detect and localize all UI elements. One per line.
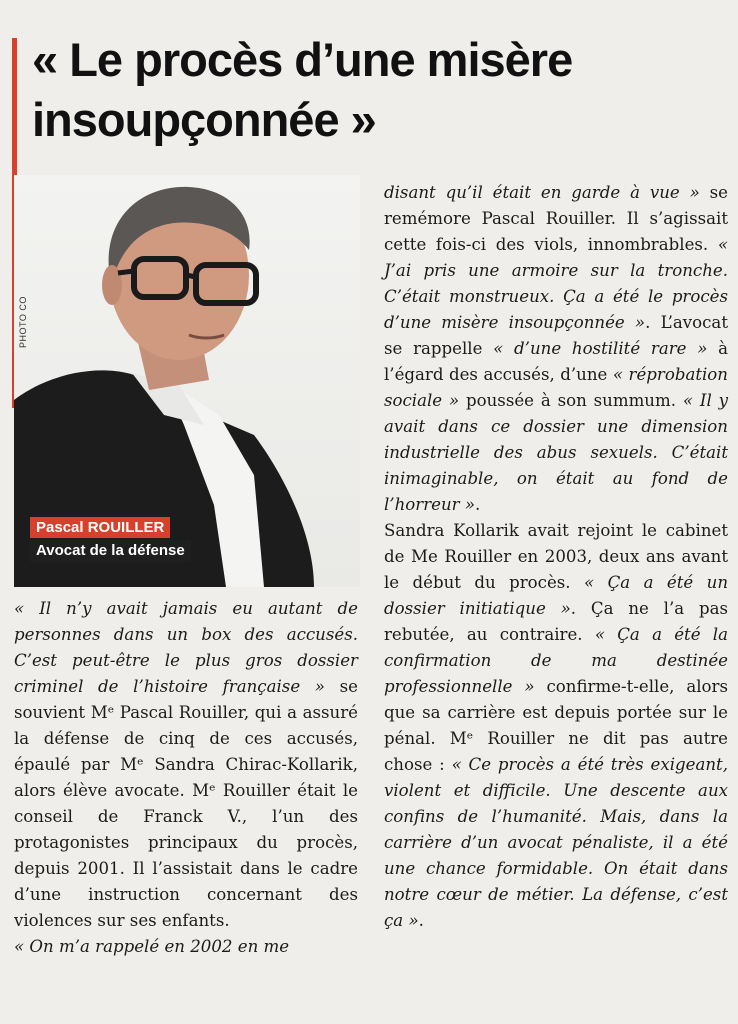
quote-run: disant qu’il était en garde à vue » <box>384 183 700 202</box>
paragraph <box>384 518 728 934</box>
article-column-left <box>14 596 358 960</box>
paragraph <box>384 180 728 518</box>
text-run: se remémore Pascal Rouiller. Il s’agissait cette fois-ci des viols, innombrables. <box>384 183 728 254</box>
photo-credit: PHOTO CO <box>18 296 28 348</box>
quote-run: « Ce procès a été très exigeant, violent et difficile. Une descente aux confins de l’humanité. Mais, dans la carrière d’un avocat pénaliste, il a été une chance formidable. On était dans notre cœur de métier. La défense, c’est ça » <box>384 755 728 930</box>
text-run: à l’égard des accusés, d’une <box>384 339 729 384</box>
caption-first-name: Pascal <box>36 519 84 536</box>
text-run: Sandra Kollarik avait rejoint le cabinet de Me Rouiller en 2003, deux ans avant le début du procès. <box>384 521 728 592</box>
text-run: . Ça ne l’a pas rebutée, au contraire. <box>384 599 728 644</box>
text-run: poussée à son summum. <box>459 391 683 410</box>
text-run: . <box>475 495 481 514</box>
quote-run: « d’une hostilité rare » <box>493 339 708 358</box>
quote-run: « On m’a rappelé en 2002 en me <box>14 937 290 956</box>
caption-role: Avocat de la défense <box>30 540 191 562</box>
article-column-right <box>384 180 728 934</box>
caption-name <box>30 517 170 538</box>
text-run: . <box>418 911 424 930</box>
paragraph <box>14 934 358 960</box>
paragraph <box>14 596 358 934</box>
quote-run: « Il n’y avait jamais eu autant de personnes dans un box des accusés. C’est peut-être le plus gros dossier criminel de l’histoire française » <box>14 599 358 696</box>
text-run: . L’avocat se rappelle <box>384 313 728 358</box>
quote-run: « J’ai pris une armoire sur la tronche. C’était monstrueux. Ça a été le procès d’une misère insoupçonnée » <box>384 235 728 332</box>
text-run: confirme-t-elle, alors que sa carrière est depuis portée sur le pénal. Mᵉ Rouiller ne dit pas autre chose : <box>384 677 728 774</box>
headline: « Le procès d’une misère insoupçonnée » <box>32 33 573 146</box>
quote-run: « Ça a été un dossier initiatique » <box>384 573 729 618</box>
caption-last-name: ROUILLER <box>87 519 165 536</box>
text-run: se souvient Mᵉ Pascal Rouiller, qui a assuré la défense de cinq de ces accusés, épaulé par Mᵉ Sandra Chirac-Kollarik, alors élève avocate. Mᵉ Rouiller était le conseil de Franck V., l’un des protagonistes principaux du procès, depuis 2001. Il l’assistait dans le cadre d’une instruction concernant des violences sur ses enfants. <box>14 677 358 930</box>
quote-run: « Il y avait dans ce dossier une dimension industrielle des abus sexuels. C’était inimaginable, on était au fond de l’horreur » <box>384 391 728 514</box>
quote-run: « réprobation sociale » <box>384 365 728 410</box>
quote-run: « Ça a été la confirmation de ma destinée professionnelle » <box>384 625 728 696</box>
